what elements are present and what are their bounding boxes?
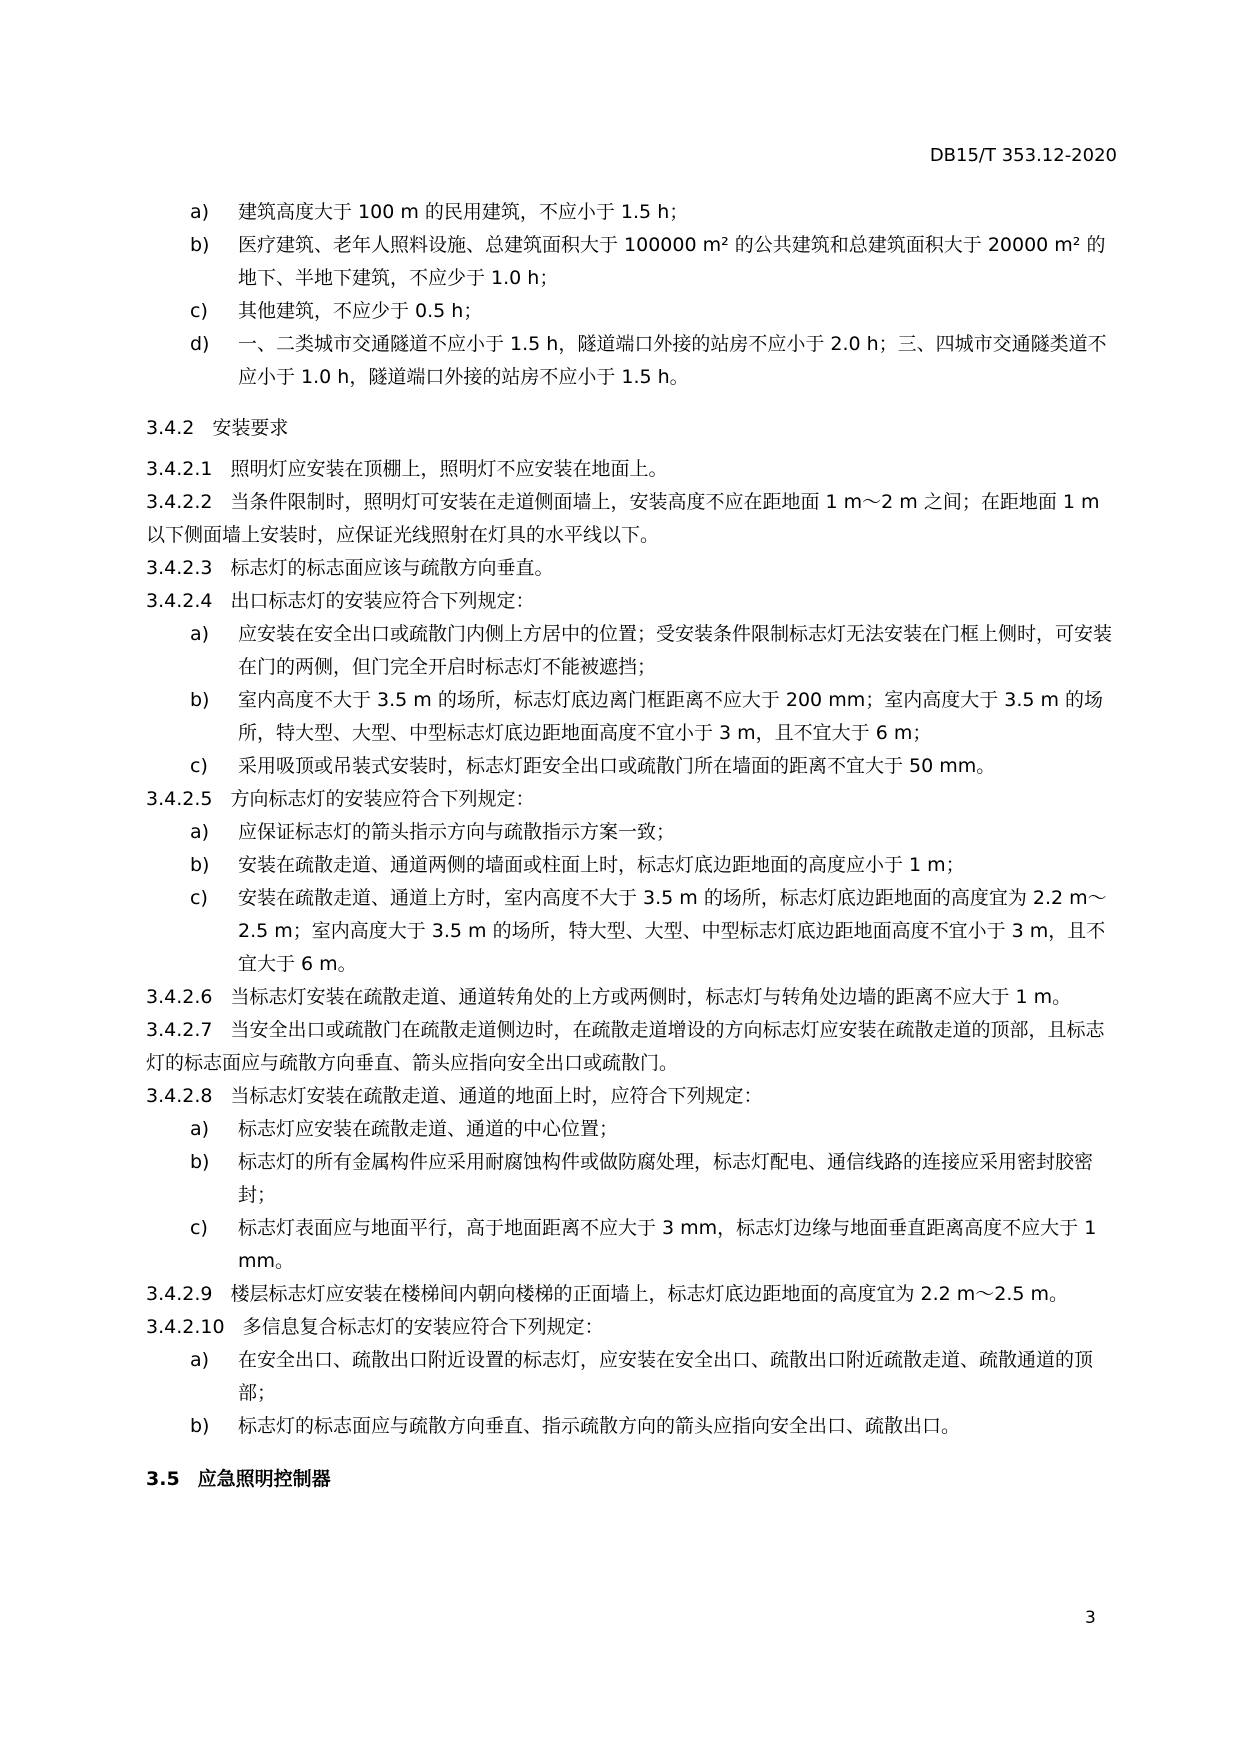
list-item: b) 医疗建筑、老年人照料设施、总建筑面积大于 100000 m² 的公共建筑和总建筑面积大于 20000 m² 的地下、半地下建筑，不应少于 1.0 h；	[190, 234, 1106, 289]
clause-3-4-2-8: 3.4.2.8 当标志灯安装在疏散走道、通道的地面上时，应符合下列规定：	[146, 1085, 763, 1107]
clause-3-4-2-2: 3.4.2.2 当条件限制时，照明灯可安装在走道侧面墙上，安装高度不应在距地面 1 m～2 m 之间；在距地面 1 m 以下侧面墙上安装时，应保证光线照射在灯具的水平线以下。	[146, 491, 1100, 546]
list-item: a) 在安全出口、疏散出口附近设置的标志灯，应安装在安全出口、疏散出口附近疏散走道、疏散通道的顶部；	[190, 1349, 1094, 1404]
clause-3-4-2-4: 3.4.2.4 出口标志灯的安装应符合下列规定：	[146, 590, 535, 612]
list-item: c) 安装在疏散走道、通道上方时，室内高度不大于 3.5 m 的场所，标志灯底边距地面的高度宜为 2.2 m～2.5 m；室内高度大于 3.5 m 的场所，特大型、大型、中型标志灯底边距地面高度不宜小于 3 m，且不宜大于 6 m。	[190, 887, 1107, 975]
clause-3-4-2-5: 3.4.2.5 方向标志灯的安装应符合下列规定：	[146, 788, 535, 810]
list-item: c) 其他建筑，不应少于 0.5 h；	[190, 300, 483, 322]
clause-3-4-2-3: 3.4.2.3 标志灯的标志面应该与疏散方向垂直。	[146, 557, 554, 579]
intro-list	[146, 196, 1116, 394]
list-item: b) 标志灯的所有金属构件应采用耐腐蚀构件或做防腐处理，标志灯配电、通信线路的连接应采用密封胶密封；	[190, 1151, 1094, 1206]
clause-3-4-2-10: 3.4.2.10 多信息复合标志灯的安装应符合下列规定：	[146, 1316, 604, 1338]
section-heading-3-4-2: 3.4.2 安装要求	[146, 417, 289, 439]
list-item: a) 应保证标志灯的箭头指示方向与疏散指示方案一致；	[190, 821, 676, 843]
list-item: a) 应安装在安全出口或疏散门内侧上方居中的位置；受安装条件限制标志灯无法安装在门框上侧时，可安装在门的两侧，但门完全开启时标志灯不能被遮挡；	[190, 623, 1113, 678]
list-item: a) 建筑高度大于 100 m 的民用建筑，不应小于 1.5 h；	[190, 201, 689, 223]
clause-3-4-2-1: 3.4.2.1 照明灯应安装在顶棚上，照明灯不应安装在地面上。	[146, 458, 668, 480]
clause-3-4-2-6: 3.4.2.6 当标志灯安装在疏散走道、通道转角处的上方或两侧时，标志灯与转角处边墙的距离不应大于 1 m。	[146, 986, 1072, 1008]
list-item: b) 标志灯的标志面应与疏散方向垂直、指示疏散方向的箭头应指向安全出口、疏散出口。	[190, 1415, 961, 1437]
standard-code: DB15/T 353.12-2020	[929, 145, 1117, 166]
list-item: d) 一、二类城市交通隧道不应小于 1.5 h，隧道端口外接的站房不应小于 2.0 h；三、四城市交通隧类道不应小于 1.0 h，隧道端口外接的站房不应小于 1.5 h。	[190, 333, 1107, 388]
list-item: c) 采用吸顶或吊装式安装时，标志灯距安全出口或疏散门所在墙面的距离不宜大于 50 mm。	[190, 755, 996, 777]
page-number: 3	[1085, 1608, 1096, 1628]
list-item: b) 安装在疏散走道、通道两侧的墙面或柱面上时，标志灯底边距地面的高度应小于 1 m；	[190, 854, 965, 876]
list-item: c) 标志灯表面应与地面平行，高于地面距离不应大于 3 mm，标志灯边缘与地面垂直距离高度不应大于 1 mm。	[190, 1217, 1097, 1272]
page-body	[146, 196, 1116, 1496]
clause-3-4-2-7: 3.4.2.7 当安全出口或疏散门在疏散走道侧边时，在疏散走道增设的方向标志灯应安装在疏散走道的顶部，且标志灯的标志面应与疏散方向垂直、箭头应指向安全出口或疏散门。	[146, 1019, 1105, 1074]
section-heading-3-5: 3.5 应急照明控制器	[146, 1468, 331, 1490]
clause-3-4-2-9: 3.4.2.9 楼层标志灯应安装在楼梯间内朝向楼梯的正面墙上，标志灯底边距地面的高度宜为 2.2 m～2.5 m。	[146, 1283, 1069, 1305]
list-item: a) 标志灯应安装在疏散走道、通道的中心位置；	[190, 1118, 619, 1140]
list-item: b) 室内高度不大于 3.5 m 的场所，标志灯底边离门框距离不应大于 200 mm；室内高度大于 3.5 m 的场所，特大型、大型、中型标志灯底边距地面高度不宜小于 3 m，且不宜大于 6 m；	[190, 689, 1104, 744]
